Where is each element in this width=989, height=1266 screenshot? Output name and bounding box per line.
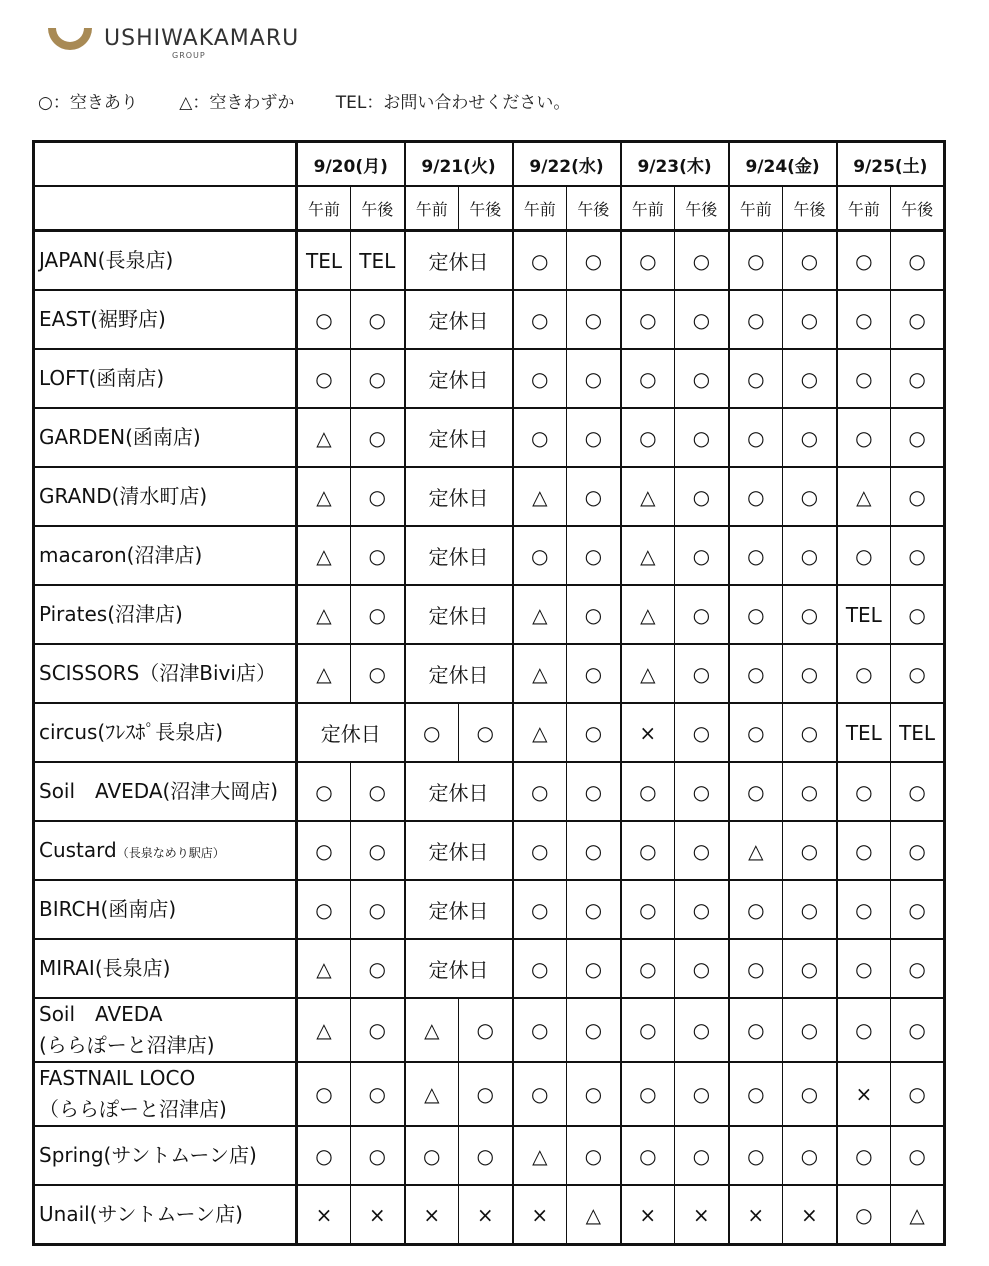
availability-cell: △ xyxy=(837,467,891,526)
availability-cell: ○ xyxy=(783,644,837,703)
availability-cell: TEL xyxy=(351,231,405,291)
availability-cell: 定休日 xyxy=(405,349,513,408)
availability-cell: ○ xyxy=(621,1126,675,1185)
availability-table xyxy=(32,140,946,1246)
table-row xyxy=(34,1185,945,1245)
legend-few: △：空きわずか xyxy=(179,93,295,113)
availability-cell: × xyxy=(297,1185,351,1245)
availability-cell: ○ xyxy=(513,821,567,880)
availability-cell: × xyxy=(405,1185,459,1245)
availability-cell: ○ xyxy=(837,349,891,408)
availability-cell: ○ xyxy=(837,290,891,349)
availability-cell: ○ xyxy=(621,998,675,1062)
availability-cell: ○ xyxy=(513,998,567,1062)
availability-cell: △ xyxy=(567,1185,621,1245)
table-row xyxy=(34,467,945,526)
availability-cell: ○ xyxy=(351,998,405,1062)
availability-cell: ○ xyxy=(837,408,891,467)
availability-cell: × xyxy=(459,1185,513,1245)
availability-cell: ○ xyxy=(729,290,783,349)
availability-cell: △ xyxy=(405,998,459,1062)
availability-cell: △ xyxy=(729,821,783,880)
table-row xyxy=(34,998,945,1062)
availability-cell: △ xyxy=(513,585,567,644)
availability-cell: 定休日 xyxy=(405,585,513,644)
availability-cell: ○ xyxy=(351,880,405,939)
availability-cell: ○ xyxy=(891,1062,945,1126)
store-name: GARDEN(函南店) xyxy=(34,408,297,467)
availability-cell: ○ xyxy=(297,762,351,821)
availability-cell: × xyxy=(351,1185,405,1245)
availability-cell: TEL xyxy=(891,703,945,762)
availability-cell: ○ xyxy=(351,939,405,998)
table-row xyxy=(34,585,945,644)
availability-cell: ○ xyxy=(837,526,891,585)
availability-cell: ○ xyxy=(837,644,891,703)
availability-cell: △ xyxy=(297,939,351,998)
availability-cell: △ xyxy=(513,703,567,762)
availability-cell: ○ xyxy=(567,467,621,526)
availability-cell: ○ xyxy=(891,1126,945,1185)
availability-cell: ○ xyxy=(675,467,729,526)
availability-cell: ○ xyxy=(837,1185,891,1245)
availability-cell: △ xyxy=(621,467,675,526)
store-name: EAST(裾野店) xyxy=(34,290,297,349)
availability-cell: ○ xyxy=(729,880,783,939)
availability-cell: ○ xyxy=(621,408,675,467)
availability-cell: ○ xyxy=(729,467,783,526)
availability-cell: ○ xyxy=(837,231,891,291)
availability-cell: △ xyxy=(621,526,675,585)
availability-cell: ○ xyxy=(729,703,783,762)
availability-cell: ○ xyxy=(351,290,405,349)
availability-cell: × xyxy=(621,703,675,762)
availability-cell: TEL xyxy=(837,703,891,762)
availability-cell: ○ xyxy=(783,231,837,291)
availability-cell: ○ xyxy=(621,290,675,349)
availability-cell: ○ xyxy=(675,526,729,585)
availability-cell: ○ xyxy=(729,231,783,291)
availability-cell: ○ xyxy=(783,349,837,408)
availability-cell: ○ xyxy=(783,467,837,526)
availability-cell: △ xyxy=(297,526,351,585)
day-header: 9/23(木) xyxy=(621,142,729,187)
availability-cell: ○ xyxy=(783,998,837,1062)
availability-cell: ○ xyxy=(729,408,783,467)
availability-cell: ○ xyxy=(675,290,729,349)
availability-cell: ○ xyxy=(783,703,837,762)
slot-header: 午前 xyxy=(513,186,567,231)
availability-cell: ○ xyxy=(891,526,945,585)
store-name: JAPAN(長泉店) xyxy=(34,231,297,291)
availability-cell: ○ xyxy=(891,231,945,291)
availability-cell: 定休日 xyxy=(405,821,513,880)
availability-cell: ○ xyxy=(729,644,783,703)
table-row xyxy=(34,1062,945,1126)
availability-cell: ○ xyxy=(729,1062,783,1126)
availability-cell: TEL xyxy=(297,231,351,291)
table-row xyxy=(34,880,945,939)
store-name: FASTNAIL LOCO （ららぽーと沼津店) xyxy=(34,1062,297,1126)
availability-cell: ○ xyxy=(891,998,945,1062)
availability-cell: ○ xyxy=(297,880,351,939)
brand-sub: GROUP xyxy=(172,51,206,60)
slot-header: 午前 xyxy=(405,186,459,231)
availability-cell: ○ xyxy=(783,1062,837,1126)
availability-cell: ○ xyxy=(729,585,783,644)
availability-cell: ○ xyxy=(405,1126,459,1185)
availability-cell: ○ xyxy=(675,762,729,821)
availability-cell: ○ xyxy=(891,821,945,880)
table-row xyxy=(34,703,945,762)
availability-cell: ○ xyxy=(675,349,729,408)
availability-cell: ○ xyxy=(729,349,783,408)
availability-cell: ○ xyxy=(351,762,405,821)
store-name: SCISSORS（沼津Bivi店） xyxy=(34,644,297,703)
availability-cell: 定休日 xyxy=(405,526,513,585)
availability-cell: × xyxy=(729,1185,783,1245)
availability-cell: 定休日 xyxy=(405,939,513,998)
store-name: MIRAI(長泉店) xyxy=(34,939,297,998)
availability-cell: ○ xyxy=(621,762,675,821)
table-row xyxy=(34,821,945,880)
availability-cell: ○ xyxy=(459,998,513,1062)
availability-cell: ○ xyxy=(567,526,621,585)
availability-cell: ○ xyxy=(459,1126,513,1185)
availability-cell: 定休日 xyxy=(405,231,513,291)
availability-cell: ○ xyxy=(891,349,945,408)
day-header: 9/24(金) xyxy=(729,142,837,187)
availability-cell: ○ xyxy=(621,349,675,408)
availability-cell: 定休日 xyxy=(405,644,513,703)
availability-cell: ○ xyxy=(351,408,405,467)
availability-cell: × xyxy=(783,1185,837,1245)
slot-header: 午後 xyxy=(675,186,729,231)
availability-cell: ○ xyxy=(513,1062,567,1126)
availability-cell: ○ xyxy=(567,290,621,349)
availability-cell: ○ xyxy=(567,998,621,1062)
availability-cell: ○ xyxy=(783,821,837,880)
availability-cell: ○ xyxy=(567,1126,621,1185)
availability-cell: ○ xyxy=(783,526,837,585)
availability-cell: △ xyxy=(513,467,567,526)
table-row xyxy=(34,290,945,349)
availability-cell: 定休日 xyxy=(405,467,513,526)
availability-cell: ○ xyxy=(567,880,621,939)
availability-cell: ○ xyxy=(729,526,783,585)
availability-cell: ○ xyxy=(675,703,729,762)
availability-cell: ○ xyxy=(675,821,729,880)
availability-cell: ○ xyxy=(567,703,621,762)
availability-cell: TEL xyxy=(837,585,891,644)
availability-cell: ○ xyxy=(837,821,891,880)
slot-header: 午後 xyxy=(783,186,837,231)
availability-cell: ○ xyxy=(513,939,567,998)
table-row xyxy=(34,644,945,703)
store-name: macaron(沼津店) xyxy=(34,526,297,585)
day-header: 9/22(水) xyxy=(513,142,621,187)
slot-header: 午前 xyxy=(297,186,351,231)
availability-cell: × xyxy=(621,1185,675,1245)
availability-cell: △ xyxy=(297,644,351,703)
availability-cell: ○ xyxy=(567,939,621,998)
table-row xyxy=(34,231,945,291)
availability-cell: ○ xyxy=(783,762,837,821)
availability-cell: ○ xyxy=(351,821,405,880)
availability-cell: 定休日 xyxy=(405,408,513,467)
availability-cell: △ xyxy=(621,585,675,644)
availability-cell: ○ xyxy=(513,290,567,349)
availability-cell: ○ xyxy=(513,880,567,939)
availability-cell: ○ xyxy=(783,290,837,349)
availability-cell: ○ xyxy=(891,467,945,526)
legend xyxy=(38,88,606,113)
availability-cell: ○ xyxy=(675,1062,729,1126)
table-row xyxy=(34,408,945,467)
slot-header: 午後 xyxy=(891,186,945,231)
availability-cell: ○ xyxy=(729,998,783,1062)
availability-cell: ○ xyxy=(351,467,405,526)
availability-cell: ○ xyxy=(297,821,351,880)
availability-cell: ○ xyxy=(621,231,675,291)
legend-available: ○：空きあり xyxy=(38,93,138,113)
store-name: circus(ﾌﾚｽﾎﾟ長泉店) xyxy=(34,703,297,762)
table-row xyxy=(34,939,945,998)
availability-cell: ○ xyxy=(675,231,729,291)
availability-cell: ○ xyxy=(513,408,567,467)
availability-cell: ○ xyxy=(729,939,783,998)
table-row xyxy=(34,1126,945,1185)
table-row xyxy=(34,526,945,585)
table-row xyxy=(34,349,945,408)
availability-cell: ○ xyxy=(891,939,945,998)
availability-cell: ○ xyxy=(621,939,675,998)
availability-cell: ○ xyxy=(783,408,837,467)
availability-cell: 定休日 xyxy=(405,880,513,939)
store-name: GRAND(清水町店) xyxy=(34,467,297,526)
legend-tel: TEL：お問い合わせください。 xyxy=(335,93,571,113)
availability-cell: △ xyxy=(513,1126,567,1185)
availability-cell: ○ xyxy=(621,821,675,880)
availability-cell: ○ xyxy=(513,526,567,585)
availability-cell: ○ xyxy=(621,1062,675,1126)
availability-cell: ○ xyxy=(783,880,837,939)
availability-cell: ○ xyxy=(567,349,621,408)
availability-cell: ○ xyxy=(567,1062,621,1126)
slot-header: 午後 xyxy=(567,186,621,231)
availability-cell: ○ xyxy=(837,1126,891,1185)
availability-cell: ○ xyxy=(567,821,621,880)
store-name: Pirates(沼津店) xyxy=(34,585,297,644)
availability-cell: ○ xyxy=(297,1062,351,1126)
availability-cell: ○ xyxy=(351,526,405,585)
availability-cell: ○ xyxy=(891,585,945,644)
store-name: Unail(サントムーン店) xyxy=(34,1185,297,1245)
availability-cell: ○ xyxy=(513,231,567,291)
slot-header: 午後 xyxy=(351,186,405,231)
availability-cell: ○ xyxy=(675,408,729,467)
store-name-note: （長泉なめり駅店） xyxy=(116,846,225,860)
availability-cell: ○ xyxy=(783,585,837,644)
availability-cell: 定休日 xyxy=(297,703,405,762)
availability-cell: △ xyxy=(513,644,567,703)
availability-cell: × xyxy=(513,1185,567,1245)
availability-cell: ○ xyxy=(837,880,891,939)
availability-cell: ○ xyxy=(891,762,945,821)
availability-cell: ○ xyxy=(729,762,783,821)
availability-cell: ○ xyxy=(297,349,351,408)
availability-cell: ○ xyxy=(783,939,837,998)
brand-name: USHIWAKAMARU xyxy=(104,26,300,51)
slot-header: 午後 xyxy=(459,186,513,231)
availability-cell: ○ xyxy=(351,585,405,644)
availability-cell: ○ xyxy=(567,231,621,291)
availability-cell: ○ xyxy=(891,880,945,939)
availability-cell: ○ xyxy=(891,290,945,349)
availability-cell: △ xyxy=(405,1062,459,1126)
store-name: Soil AVEDA(沼津大岡店) xyxy=(34,762,297,821)
availability-cell: ○ xyxy=(567,762,621,821)
availability-cell: ○ xyxy=(837,998,891,1062)
header-corner xyxy=(34,142,297,187)
availability-cell: ○ xyxy=(837,762,891,821)
availability-cell: ○ xyxy=(729,1126,783,1185)
availability-cell: × xyxy=(837,1062,891,1126)
availability-cell: ○ xyxy=(351,1126,405,1185)
availability-cell: ○ xyxy=(837,939,891,998)
availability-cell: △ xyxy=(297,585,351,644)
availability-cell: ○ xyxy=(297,290,351,349)
day-header: 9/21(火) xyxy=(405,142,513,187)
slot-header: 午前 xyxy=(837,186,891,231)
availability-cell: ○ xyxy=(621,880,675,939)
availability-cell: ○ xyxy=(675,585,729,644)
availability-cell: × xyxy=(675,1185,729,1245)
availability-cell: ○ xyxy=(675,998,729,1062)
availability-cell: ○ xyxy=(567,585,621,644)
availability-cell: ○ xyxy=(567,644,621,703)
availability-cell: ○ xyxy=(891,644,945,703)
availability-cell: ○ xyxy=(513,349,567,408)
availability-cell: △ xyxy=(891,1185,945,1245)
availability-cell: ○ xyxy=(297,1126,351,1185)
availability-cell: ○ xyxy=(567,408,621,467)
availability-cell: △ xyxy=(297,408,351,467)
availability-cell: ○ xyxy=(891,408,945,467)
table-row xyxy=(34,762,945,821)
availability-cell: ○ xyxy=(675,939,729,998)
store-name: Custard（長泉なめり駅店） xyxy=(34,821,297,880)
availability-cell: ○ xyxy=(351,644,405,703)
availability-cell: ○ xyxy=(675,644,729,703)
availability-cell: ○ xyxy=(351,1062,405,1126)
store-name: BIRCH(函南店) xyxy=(34,880,297,939)
availability-cell: 定休日 xyxy=(405,762,513,821)
store-name: Soil AVEDA (ららぽーと沼津店) xyxy=(34,998,297,1062)
availability-cell: △ xyxy=(297,998,351,1062)
crescent-logo-icon xyxy=(44,20,96,64)
store-name: LOFT(函南店) xyxy=(34,349,297,408)
availability-cell: ○ xyxy=(675,880,729,939)
day-header: 9/25(土) xyxy=(837,142,945,187)
availability-cell: ○ xyxy=(513,762,567,821)
availability-cell: △ xyxy=(621,644,675,703)
availability-cell: ○ xyxy=(405,703,459,762)
availability-cell: ○ xyxy=(351,349,405,408)
slot-header-corner xyxy=(34,186,297,231)
availability-cell: ○ xyxy=(675,1126,729,1185)
availability-cell: ○ xyxy=(459,703,513,762)
slot-header: 午前 xyxy=(729,186,783,231)
availability-cell: 定休日 xyxy=(405,290,513,349)
slot-header: 午前 xyxy=(621,186,675,231)
availability-cell: ○ xyxy=(783,1126,837,1185)
availability-cell: ○ xyxy=(459,1062,513,1126)
store-name: Spring(サントムーン店) xyxy=(34,1126,297,1185)
day-header: 9/20(月) xyxy=(297,142,405,187)
availability-cell: △ xyxy=(297,467,351,526)
